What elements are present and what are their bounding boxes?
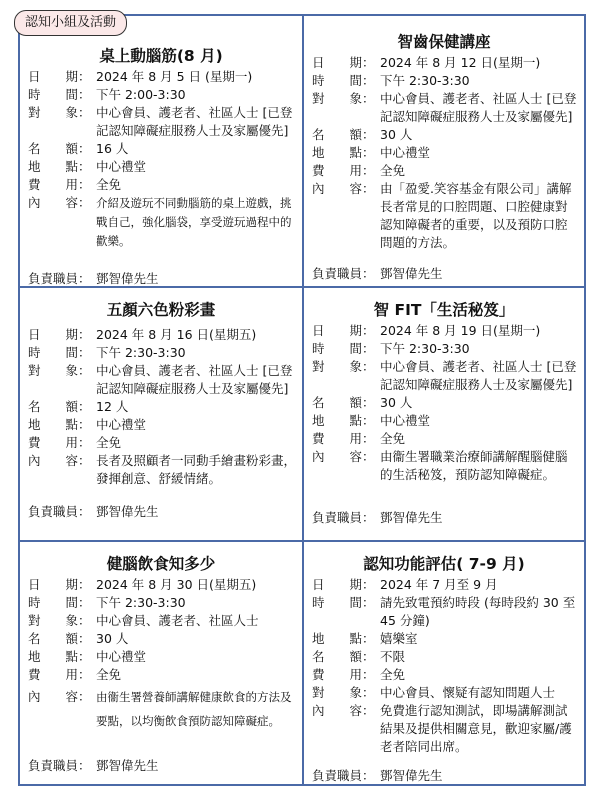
detail-value: 中心禮堂 xyxy=(380,145,431,160)
staff-name: 鄧智偉先生 xyxy=(380,266,443,281)
detail-row xyxy=(28,86,296,104)
detail-value: 由「盈愛.笑容基金有限公司」講解長者常見的口腔問題、口腔健康對認知障礙者的重要，以及預防口腔問題的方法。 xyxy=(380,181,572,250)
detail-label: 對 象： xyxy=(312,359,375,374)
detail-row xyxy=(28,594,296,612)
activity-details xyxy=(28,326,296,488)
staff-label: 負責職員： xyxy=(312,510,375,525)
detail-label: 地 點： xyxy=(312,413,375,428)
staff-label: 負責職員： xyxy=(28,758,91,773)
detail-value: 2024 年 8 月 16 日(星期五) xyxy=(96,327,257,342)
detail-label: 日 期： xyxy=(28,327,91,342)
detail-label: 費 用： xyxy=(28,177,91,192)
detail-row xyxy=(312,666,578,684)
detail-label: 對 象： xyxy=(312,685,375,700)
detail-value: 30 人 xyxy=(380,127,413,142)
detail-label: 日 期： xyxy=(28,577,91,592)
detail-label: 內 容： xyxy=(28,689,91,704)
detail-label: 名 額： xyxy=(312,127,375,142)
detail-row xyxy=(28,398,296,416)
detail-label: 費 用： xyxy=(28,435,91,450)
detail-label: 費 用： xyxy=(312,163,375,178)
detail-value: 全免 xyxy=(380,431,406,446)
detail-value: 全免 xyxy=(96,177,122,192)
detail-value: 中心會員、護老者、社區人士 [已登記認知障礙症服務人士及家屬優先] xyxy=(380,359,577,392)
activity-title: 智 FIT「生活秘笈」 xyxy=(373,301,515,319)
detail-value: 全免 xyxy=(380,667,406,682)
detail-value: 由衞生署營養師講解健康飲食的方法及要點，以均衡飲食預防認知障礙症。 xyxy=(96,690,292,728)
staff-label: 負責職員： xyxy=(28,504,91,519)
detail-label: 地 點： xyxy=(312,631,375,646)
detail-label: 內 容： xyxy=(312,449,375,464)
detail-row xyxy=(312,576,578,594)
detail-value: 中心禮堂 xyxy=(380,413,431,428)
detail-row xyxy=(312,180,578,252)
detail-label: 時 間： xyxy=(312,73,375,88)
staff-name: 鄧智偉先生 xyxy=(96,504,159,519)
detail-value: 中心禮堂 xyxy=(96,649,147,664)
detail-row xyxy=(28,452,296,488)
detail-value: 中心禮堂 xyxy=(96,417,147,432)
section-badge: 認知小組及活動 xyxy=(14,10,127,36)
detail-value: 請先致電預約時段 (每時段約 30 至 45 分鐘) xyxy=(380,595,576,628)
detail-label: 名 額： xyxy=(28,631,91,646)
detail-label: 對 象： xyxy=(28,105,91,120)
detail-value: 下午 2:30-3:30 xyxy=(380,73,470,88)
detail-label: 費 用： xyxy=(312,667,375,682)
detail-row xyxy=(312,594,578,630)
activity-title: 五顏六色粉彩畫 xyxy=(106,301,216,319)
detail-value: 30 人 xyxy=(96,631,129,646)
activity-details xyxy=(28,576,296,733)
detail-label: 日 期： xyxy=(312,577,375,592)
detail-row xyxy=(312,648,578,666)
detail-value: 2024 年 8 月 12 日(星期一) xyxy=(380,55,541,70)
detail-row xyxy=(28,648,296,666)
activity-title: 健腦飲食知多少 xyxy=(106,555,216,573)
detail-label: 時 間： xyxy=(312,595,375,610)
detail-label: 內 容： xyxy=(312,703,375,718)
activity-title: 智齒保健講座 xyxy=(397,33,491,51)
activity-card xyxy=(18,286,304,542)
detail-row xyxy=(28,576,296,594)
detail-row xyxy=(28,688,296,733)
detail-row xyxy=(28,140,296,158)
staff-label: 負責職員： xyxy=(28,271,91,286)
activity-details xyxy=(312,322,578,484)
detail-row xyxy=(312,340,578,358)
staff-name: 鄧智偉先生 xyxy=(96,271,159,286)
detail-value: 全免 xyxy=(380,163,406,178)
activity-card xyxy=(302,14,586,288)
detail-value: 全免 xyxy=(96,667,122,682)
detail-label: 名 額： xyxy=(28,399,91,414)
detail-label: 名 額： xyxy=(312,395,375,410)
activity-card xyxy=(302,540,586,786)
activity-card xyxy=(18,14,304,288)
detail-row xyxy=(28,434,296,452)
detail-value: 下午 2:30-3:30 xyxy=(380,341,470,356)
detail-row xyxy=(28,68,296,86)
detail-value: 中心會員、護老者、社區人士 xyxy=(96,613,259,628)
detail-label: 地 點： xyxy=(312,145,375,160)
detail-row xyxy=(312,394,578,412)
detail-row xyxy=(28,326,296,344)
detail-row xyxy=(312,322,578,340)
detail-value: 下午 2:30-3:30 xyxy=(96,345,186,360)
detail-row xyxy=(28,194,296,251)
detail-value: 16 人 xyxy=(96,141,129,156)
staff-line xyxy=(28,502,159,520)
detail-row xyxy=(312,448,578,484)
staff-line xyxy=(312,508,443,526)
detail-row xyxy=(312,54,578,72)
detail-label: 時 間： xyxy=(312,341,375,356)
detail-row xyxy=(28,104,296,140)
detail-row xyxy=(312,702,578,756)
detail-label: 內 容： xyxy=(28,453,91,468)
detail-label: 時 間： xyxy=(28,87,91,102)
detail-value: 不限 xyxy=(380,649,406,664)
detail-label: 對 象： xyxy=(28,613,91,628)
detail-label: 時 間： xyxy=(28,345,91,360)
activity-title: 桌上動腦筋(8 月) xyxy=(99,47,223,65)
detail-value: 中心會員、護老者、社區人士 [已登記認知障礙症服務人士及家屬優先] xyxy=(96,105,293,138)
detail-label: 名 額： xyxy=(28,141,91,156)
detail-value: 2024 年 7 月至 9 月 xyxy=(380,577,498,592)
detail-label: 對 象： xyxy=(28,363,91,378)
detail-value: 免費進行認知測試，即場講解測試結果及提供相關意見，歡迎家屬/護老者陪同出席。 xyxy=(380,703,572,754)
detail-row xyxy=(312,90,578,126)
detail-label: 費 用： xyxy=(28,667,91,682)
detail-row xyxy=(312,684,578,702)
activity-details xyxy=(312,576,578,756)
staff-line xyxy=(312,766,443,784)
detail-row xyxy=(28,630,296,648)
activity-title: 認知功能評估( 7-9 月) xyxy=(363,555,525,573)
detail-label: 日 期： xyxy=(312,323,375,338)
activity-card xyxy=(302,286,586,542)
detail-value: 由衞生署職業治療師講解醒腦健腦的生活秘笈，預防認知障礙症。 xyxy=(380,449,568,482)
detail-row xyxy=(312,358,578,394)
staff-line xyxy=(28,269,159,287)
staff-label: 負責職員： xyxy=(312,266,375,281)
detail-row xyxy=(312,412,578,430)
detail-row xyxy=(28,344,296,362)
detail-label: 內 容： xyxy=(28,195,91,210)
detail-value: 全免 xyxy=(96,435,122,450)
detail-row xyxy=(28,666,296,684)
detail-value: 2024 年 8 月 30 日(星期五) xyxy=(96,577,257,592)
detail-label: 地 點： xyxy=(28,417,91,432)
detail-value: 中心禮堂 xyxy=(96,159,147,174)
detail-label: 時 間： xyxy=(28,595,91,610)
detail-value: 長者及照顧者一同動手繪畫粉彩畫，發揮創意、舒緩情緒。 xyxy=(96,453,297,486)
detail-row xyxy=(312,126,578,144)
detail-row xyxy=(28,612,296,630)
staff-label: 負責職員： xyxy=(312,768,375,783)
detail-value: 中心會員、護老者、社區人士 [已登記認知障礙症服務人士及家屬優先] xyxy=(380,91,577,124)
detail-value: 2024 年 8 月 19 日(星期一) xyxy=(380,323,541,338)
staff-line xyxy=(28,756,159,774)
detail-row xyxy=(312,144,578,162)
detail-value: 中心會員、懷疑有認知問題人士 xyxy=(380,685,556,700)
staff-name: 鄧智偉先生 xyxy=(380,768,443,783)
staff-name: 鄧智偉先生 xyxy=(380,510,443,525)
detail-label: 日 期： xyxy=(28,69,91,84)
staff-name: 鄧智偉先生 xyxy=(96,758,159,773)
detail-row xyxy=(312,430,578,448)
detail-row xyxy=(28,176,296,194)
activity-details xyxy=(312,54,578,252)
detail-row xyxy=(312,162,578,180)
detail-value: 中心會員、護老者、社區人士 [已登記認知障礙症服務人士及家屬優先] xyxy=(96,363,293,396)
detail-label: 地 點： xyxy=(28,649,91,664)
detail-row xyxy=(312,72,578,90)
detail-value: 下午 2:30-3:30 xyxy=(96,595,186,610)
detail-value: 30 人 xyxy=(380,395,413,410)
detail-value: 下午 2:00-3:30 xyxy=(96,87,186,102)
detail-value: 嬉樂室 xyxy=(380,631,418,646)
detail-label: 對 象： xyxy=(312,91,375,106)
detail-value: 2024 年 8 月 5 日 (星期一) xyxy=(96,69,253,84)
activity-details xyxy=(28,68,296,251)
detail-label: 內 容： xyxy=(312,181,375,196)
detail-label: 地 點： xyxy=(28,159,91,174)
staff-line xyxy=(312,264,443,282)
detail-label: 費 用： xyxy=(312,431,375,446)
detail-row xyxy=(28,158,296,176)
detail-label: 日 期： xyxy=(312,55,375,70)
detail-label: 名 額： xyxy=(312,649,375,664)
detail-row xyxy=(28,362,296,398)
detail-row xyxy=(312,630,578,648)
activity-card xyxy=(18,540,304,786)
detail-value: 12 人 xyxy=(96,399,129,414)
detail-value: 介紹及遊玩不同動腦筋的桌上遊戲，挑戰自己，強化腦袋，享受遊玩過程中的歡樂。 xyxy=(96,196,292,248)
detail-row xyxy=(28,416,296,434)
